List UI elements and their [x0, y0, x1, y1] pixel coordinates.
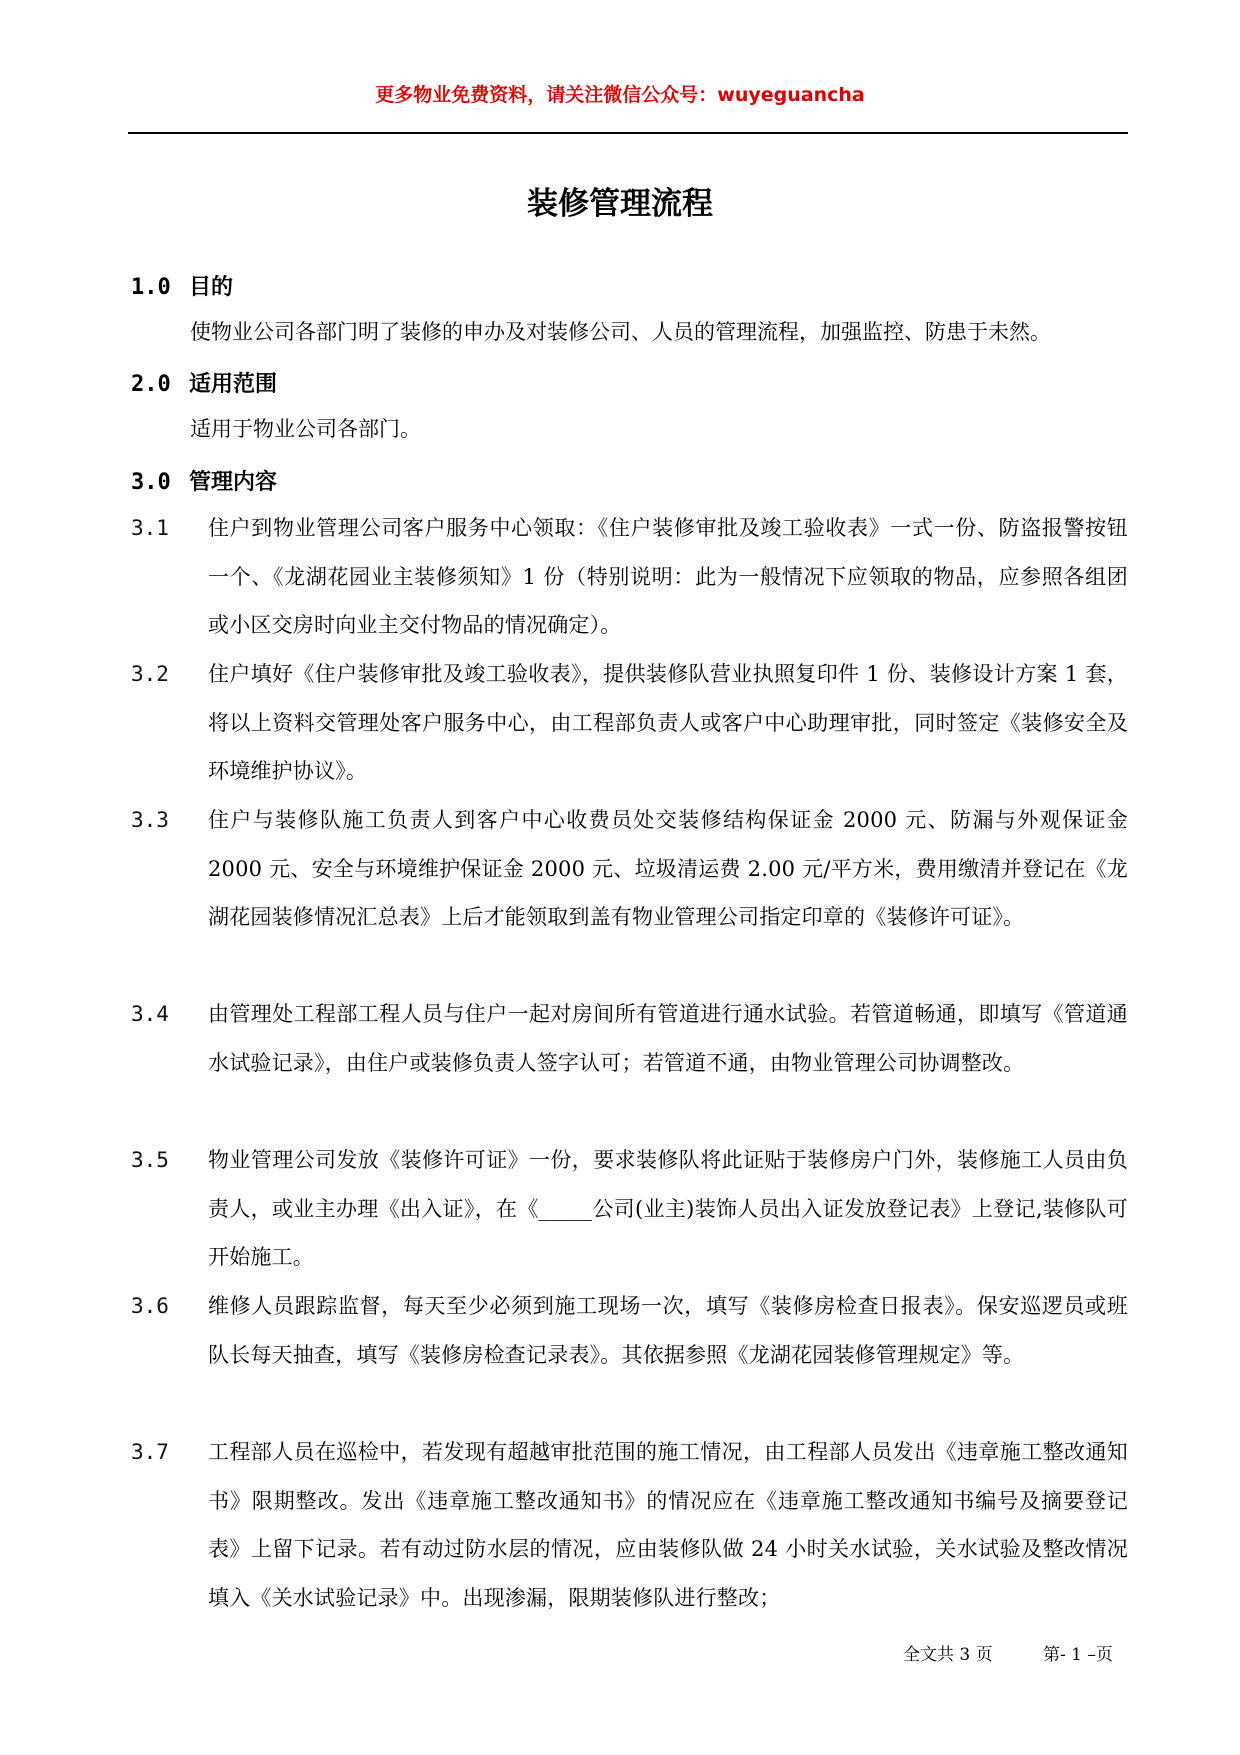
section-title: 目的 [189, 275, 234, 300]
footer-total-pages: 全文共 3 页 [903, 1645, 993, 1665]
footer-page-number: 第- 1 –页 [1043, 1645, 1113, 1665]
list-item [131, 650, 1128, 796]
list-item [131, 1136, 1128, 1282]
item-text: 住户填好《住户装修审批及竣工验收表》，提供装修队营业执照复印件 1 份、装修设计方案 1 套，将以上资料交管理处客户服务中心，由工程部负责人或客户中心助理审批，同时签定《装修安全及环境维护协议》。 [208, 662, 1128, 783]
item-number: 3.4 [131, 1002, 169, 1026]
section-number: 1.0 [131, 275, 171, 300]
section-heading-purpose [131, 270, 233, 301]
header-promo-note: 更多物业免费资料，请关注微信公众号：wuyeguancha [375, 84, 865, 106]
item-text: 维修人员跟踪监督，每天至少必须到施工现场一次，填写《装修房检查日报表》。保安巡逻员或班队长每天抽查，填写《装修房检查记录表》。其依据参照《龙湖花园装修管理规定》等。 [208, 1294, 1128, 1367]
item-text: 住户与装修队施工负责人到客户中心收费员处交装修结构保证金 2000 元、防漏与外观保证金 2000 元、安全与环境维护保证金 2000 元、垃圾清运费 2.00 元/平方米，费用缴清并登记在《龙湖花园装修情况汇总表》上后才能领取到盖有物业管理公司指定印章的《装修许可证》。 [208, 808, 1128, 929]
list-item [131, 796, 1128, 942]
section-number: 2.0 [131, 372, 171, 397]
section-text-purpose: 使物业公司各部门明了装修的申办及对装修公司、人员的管理流程，加强监控、防患于未然。 [190, 320, 1051, 344]
section-heading-scope [131, 367, 277, 398]
item-number: 3.5 [131, 1148, 169, 1172]
section-text-scope: 适用于物业公司各部门。 [190, 417, 421, 441]
item-text: 由管理处工程部工程人员与住户一起对房间所有管道进行通水试验。若管道畅通，即填写《管道通水试验记录》，由住户或装修负责人签字认可；若管道不通，由物业管理公司协调整改。 [208, 1002, 1128, 1075]
item-number: 3.6 [131, 1294, 169, 1318]
item-number: 3.2 [131, 662, 169, 686]
section-title: 适用范围 [189, 372, 278, 397]
document-title: 装修管理流程 [527, 186, 713, 222]
item-number: 3.1 [131, 516, 169, 540]
item-number: 3.3 [131, 808, 169, 832]
section-number: 3.0 [131, 470, 171, 495]
item-text: 工程部人员在巡检中，若发现有超越审批范围的施工情况，由工程部人员发出《违章施工整改通知书》限期整改。发出《违章施工整改通知书》的情况应在《违章施工整改通知书编号及摘要登记表》上留下记录。若有动过防水层的情况，应由装修队做 24 小时关水试验，关水试验及整改情况填入《关水试验记录》中。出现渗漏，限期装修队进行整改； [208, 1440, 1128, 1610]
list-item [131, 1282, 1128, 1379]
list-item [131, 990, 1128, 1087]
header-divider [128, 132, 1128, 134]
item-number: 3.7 [131, 1440, 169, 1464]
list-item [131, 504, 1128, 650]
list-item [131, 1428, 1128, 1622]
section-heading-content [131, 465, 277, 496]
item-text: 物业管理公司发放《装修许可证》一份，要求装修队将此证贴于装修房户门外，装修施工人员由负责人，或业主办理《出入证》，在《_____公司(业主)装饰人员出入证发放登记表》上登记,装修队可开始施工。 [208, 1148, 1128, 1269]
section-title: 管理内容 [189, 470, 278, 495]
item-text: 住户到物业管理公司客户服务中心领取：《住户装修审批及竣工验收表》一式一份、防盗报警按钮一个、《龙湖花园业主装修须知》1 份（特别说明：此为一般情况下应领取的物品，应参照各组团或小区交房时向业主交付物品的情况确定）。 [208, 516, 1128, 637]
